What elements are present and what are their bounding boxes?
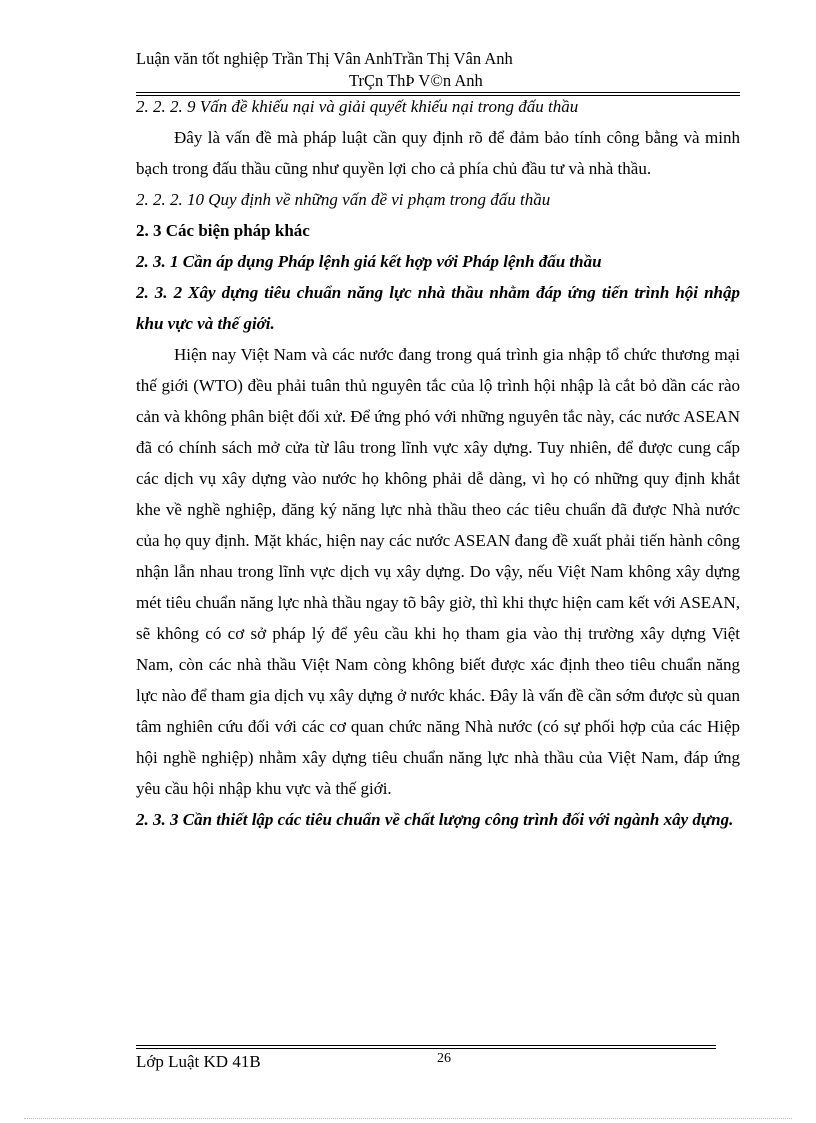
heading-2-3-2: 2. 3. 2 Xây dựng tiêu chuẩn năng lực nhà thầu nhằm đáp ứng tiến trình hội nhập khu vực và thế giới.: [136, 283, 740, 333]
paragraph-contractor-standards: Hiện nay Việt Nam và các nước đang trong quá trình gia nhập tổ chức thương mại thế giới (WTO) đều phải tuân thủ nguyên tắc của lộ trình hội nhập là cắt bỏ dần các rào cản và không phân biệt đối xử. Để ứng phó với những nguyên tắc này, các nước ASEAN đã có chính sách mở cửa từ lâu trong lĩnh vực xây dựng. Tuy nhiên, để được cung cấp các dịch vụ xây dựng vào nước họ không phải dễ dàng, vì họ có những quy định khắt khe về nghề nghiệp, đăng ký năng lực nhà thầu theo các tiêu chuẩn đã được Nhà nước của họ quy định. Mặt khác, hiện nay các nước ASEAN đang đề xuất phải tiến hành công nhận lẫn nhau trong lĩnh vực dịch vụ xây dựng. Do vậy, nếu Việt Nam không xây dựng mét tiêu chuẩn năng lực nhà thầu ngay tõ bây giờ, thì khi thực hiện cam kết với ASEAN, sẽ không có cơ sở pháp lý để yêu cầu khi họ tham gia vào thị trường xây dựng Việt Nam, còn các nhà thầu Việt Nam còng không biết được xác định theo tiêu chuẩn năng lực nào để tham gia dịch vụ xây dựng ở nước khác. Đây là vấn đề cần sớm được sù quan tâm nghiên cứu đối với các cơ quan chức năng Nhà nước (có sự phối hợp của các Hiệp hội nghề nghiệp) nhằm xây dựng tiêu chuẩn năng lực nhà thầu của Việt Nam, đáp ứng yêu cầu hội nhập khu vực và thế giới.: [136, 345, 740, 798]
footer-rule-bottom: [136, 1048, 716, 1049]
heading-2-2-2-10: 2. 2. 2. 10 Quy định về những vấn đề vi phạm trong đấu thầu: [136, 190, 551, 209]
footer-class-label: Lớp Luật KD 41B: [136, 1052, 261, 1071]
page-number: 26: [437, 1051, 451, 1066]
page-bottom-dotted-line: [24, 1118, 792, 1119]
heading-2-2-2-9: 2. 2. 2. 9 Vấn đề khiếu nại và giải quyết khiếu nại trong đấu thầu: [136, 97, 579, 116]
paragraph-complaints: Đây là vấn đề mà pháp luật cần quy định rõ để đảm bảo tính công bằng và minh bạch trong đấu thầu cũng như quyền lợi cho cả phía chủ đầu tư và nhà thầu.: [136, 128, 740, 178]
document-body: [136, 91, 740, 835]
header-line-1: Luận văn tốt nghiệp Trần Thị Vân AnhTrần Thị Vân Anh: [136, 49, 513, 68]
page-header: [136, 48, 740, 92]
header-line-2: TrÇn ThÞ V©n Anh: [349, 71, 483, 90]
heading-2-3-3: 2. 3. 3 Cần thiết lập các tiêu chuẩn về chất lượng công trình đối với ngành xây dựng.: [136, 810, 734, 829]
heading-2-3-1: 2. 3. 1 Cần áp dụng Pháp lệnh giá kết hợp với Pháp lệnh đấu thầu: [136, 252, 602, 271]
heading-2-3: 2. 3 Các biện pháp khác: [136, 221, 310, 240]
footer-rule-top: [136, 1045, 716, 1046]
